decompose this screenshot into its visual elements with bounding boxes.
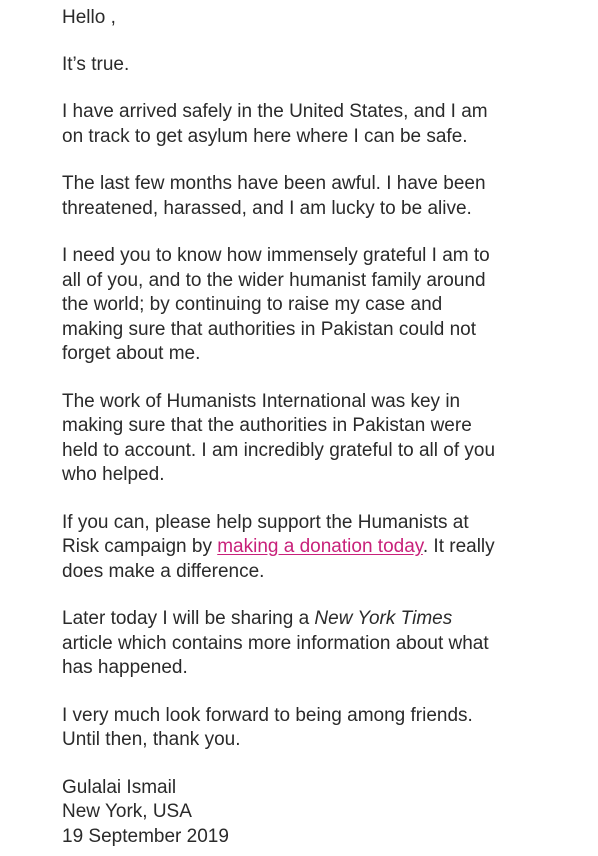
paragraph-line: The work of Humanists International was key in [62,390,461,412]
signature-name: Gulalai Ismail [62,776,177,798]
paragraph-line: all of you, and to the wider humanist family around [62,269,486,291]
paragraph-text: . It really [422,536,495,557]
paragraph-line: threatened, harassed, and I am lucky to be alive. [62,197,472,219]
paragraph-line: I very much look forward to being among friends. [62,704,473,726]
paragraph-line: If you can, please help support the Humanists at [62,511,469,533]
greeting-text: Hello , [62,7,116,28]
paragraph-arrived-safely [62,100,562,149]
paragraph-line: It’s true. [62,53,130,75]
letter-body [62,6,562,849]
paragraph-its-true [62,53,562,78]
paragraph-line: making sure that the authorities in Pakistan were [62,415,472,436]
signature-block [62,776,562,850]
paragraph-line: making sure that authorities in Pakistan could not [62,318,477,340]
paragraph-closing [62,704,562,753]
paragraph-line: I have arrived safely in the United States, and I am [62,101,488,122]
paragraph-line: The last few months have been awful. I have been [62,173,486,194]
paragraph-humanists-international [62,390,562,488]
paragraph-donation [62,511,562,585]
paragraph-line [62,535,562,560]
paragraph-line [62,607,562,632]
paragraph-last-months [62,172,562,221]
signature-date: 19 September 2019 [62,825,229,847]
paragraph-line: the world; by continuing to raise my case and [62,294,443,315]
paragraph-line: does make a difference. [62,560,265,582]
paragraph-line: Until then, thank you. [62,729,241,750]
paragraph-grateful [62,244,562,367]
paragraph-line: forget about me. [62,343,201,364]
paragraph-line: has happened. [62,657,188,678]
donation-link[interactable]: making a donation today [217,536,423,557]
paragraph-line: held to account. I am incredibly grateful to all of you [62,439,496,461]
paragraph-line: who helped. [62,464,165,485]
paragraph-line: on track to get asylum here where I can be safe. [62,125,468,147]
paragraph-text: Later today I will be sharing a [62,608,315,629]
paragraph-text: Risk campaign by [62,536,218,557]
greeting [62,6,562,31]
signature-location: New York, USA [62,801,192,822]
publication-title: New York Times [314,608,453,629]
paragraph-new-york-times [62,607,562,681]
paragraph-line: I need you to know how immensely grateful I am to [62,245,490,266]
paragraph-line: article which contains more information about what [62,632,489,654]
